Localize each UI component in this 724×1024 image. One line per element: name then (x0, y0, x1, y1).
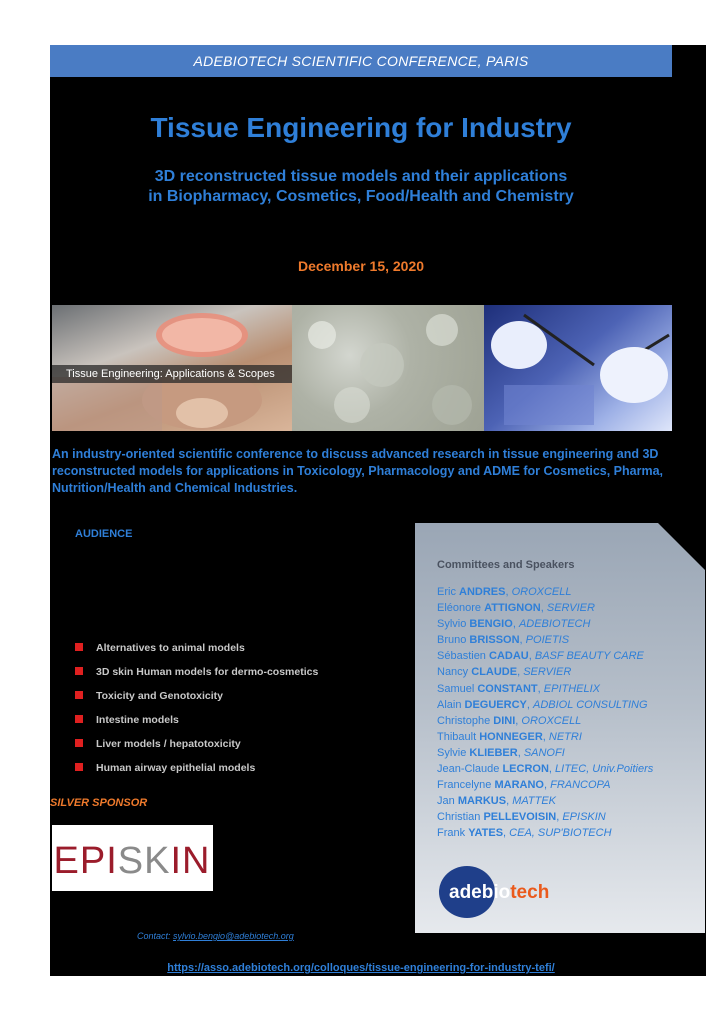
photo-cell-culture (292, 305, 484, 431)
list-item: Thibault HONNEGER, NETRI (437, 730, 582, 743)
speaker-organization: OROXCELL (511, 586, 572, 598)
list-item: Bruno BRISSON, POIETIS (437, 634, 570, 647)
list-item: Sébastien CADAU, BASF BEAUTY CARE (437, 650, 644, 663)
adebiotech-logo-text: adebiotech (449, 882, 550, 903)
speaker-organization: FRANCOPA (550, 779, 611, 792)
speaker-last-name: DINI (493, 714, 516, 727)
conference-url-link[interactable]: https://asso.adebiotech.org/colloques/tissue-engineering-for-industry-tefi/ (167, 962, 555, 974)
committee-heading: Committees and Speakers (437, 559, 575, 571)
speaker-last-name: PELLEVOISIN (483, 811, 557, 824)
list-item: Frank YATES, CEA, SUP'BIOTECH (437, 827, 612, 840)
speaker-first-name: Frank (437, 827, 466, 840)
speaker-organization: CEA, SUP'BIOTECH (509, 827, 612, 840)
speaker-last-name: HONNEGER (479, 730, 543, 743)
speaker-first-name: Sébastien (437, 650, 486, 663)
contact-label: Contact: (137, 931, 174, 941)
speaker-first-name: Sylvio (437, 618, 467, 631)
page-title: Tissue Engineering for Industry (150, 112, 572, 143)
speaker-first-name: Nancy (437, 666, 469, 679)
speaker-first-name: Alain (437, 698, 462, 711)
speaker-last-name: BRISSON (469, 634, 520, 647)
cell-texture (292, 305, 484, 431)
speaker-organization: SANOFI (523, 746, 565, 759)
speaker-first-name: Sylvie (437, 746, 467, 759)
bullet-square-icon (75, 643, 83, 651)
speaker-last-name: KLIEBER (469, 746, 518, 759)
list-item: Sylvie KLIEBER, SANOFI (437, 746, 565, 759)
adebiotech-logo (437, 862, 567, 920)
speaker-first-name: Eric (437, 586, 456, 598)
conference-banner: ADEBIOTECH SCIENTIFIC CONFERENCE, PARIS (50, 45, 672, 77)
gloves-illustration (484, 305, 672, 431)
list-item: Christian PELLEVOISIN, EPISKIN (437, 811, 606, 824)
speaker-first-name: Bruno (437, 634, 467, 647)
sponsor-heading: SILVER SPONSOR (50, 797, 148, 809)
list-item (75, 641, 318, 665)
episkin-wordmark (52, 825, 213, 891)
speaker-organization: SERVIER (546, 602, 595, 615)
speaker-organization: ADBIOL CONSULTING (533, 698, 648, 711)
bullet-square-icon (75, 691, 83, 699)
bullet-square-icon (75, 715, 83, 723)
bullet-square-icon (75, 739, 83, 747)
list-item: Christophe DINI, OROXCELL (437, 714, 582, 727)
list-item: Sylvio BENGIO, ADEBIOTECH (437, 618, 591, 631)
episkin-logo-text: EPISKIN (53, 840, 211, 882)
audience-list (75, 641, 318, 785)
speaker-organization: BASF BEAUTY CARE (534, 650, 644, 663)
speaker-organization: ADEBIOTECH (518, 618, 591, 631)
speaker-last-name: CLAUDE (471, 666, 518, 679)
intro-paragraph: An industry-oriented scientific conference to discuss advanced research in tissue engineering and 3D reconstructed models for applications in Toxicology, Pharmacology and ADME for Cosmetics, Pharma, Nutrition/Health and Chemical Industries. (52, 447, 664, 495)
photo-caption: Tissue Engineering: Applications & Scopes (52, 365, 292, 383)
list-item: Jan MARKUS, MATTEK (437, 795, 557, 808)
speaker-organization: POIETIS (525, 634, 570, 647)
contact-line (137, 931, 294, 941)
episkin-logo (52, 825, 213, 891)
list-item: Nancy CLAUDE, SERVIER (437, 666, 572, 679)
subtitle-line-2: in Biopharmacy, Cosmetics, Food/Health and Chemistry (148, 188, 574, 205)
list-item: Samuel CONSTANT, EPITHELIX (437, 682, 601, 695)
list-item (75, 713, 318, 737)
list-item: Alain DEGUERCY, ADBIOL CONSULTING (437, 698, 648, 711)
speaker-first-name: Samuel (437, 682, 475, 695)
speaker-organization: LITEC, Univ.Poitiers (555, 763, 654, 776)
speaker-list (437, 585, 653, 843)
list-item (75, 737, 318, 761)
speaker-organization: NETRI (548, 730, 582, 743)
list-item (75, 665, 318, 689)
subtitle (50, 167, 672, 207)
speaker-organization: EPITHELIX (543, 682, 601, 695)
bullet-square-icon (75, 763, 83, 771)
speaker-last-name: LECRON (502, 763, 549, 776)
list-item: Jean-Claude LECRON, LITEC, Univ.Poitiers (437, 763, 654, 776)
speaker-last-name: CONSTANT (477, 682, 538, 695)
photo-strip (52, 305, 672, 431)
list-item: Eléonore ATTIGNON, SERVIER (437, 602, 595, 615)
contact-email-link[interactable]: sylvio.bengio@adebiotech.org (173, 931, 294, 941)
audience-item-label: Intestine models (96, 714, 179, 726)
audience-item-label: Alternatives to animal models (96, 642, 245, 654)
speaker-last-name: MARKUS (457, 795, 507, 808)
photo-lab-gloves (484, 305, 672, 431)
adebiotech-wordmark (437, 862, 567, 920)
audience-item-label: Toxicity and Genotoxicity (96, 690, 223, 702)
speaker-first-name: Christophe (437, 714, 491, 727)
speaker-last-name: DEGUERCY (464, 698, 527, 711)
audience-heading: AUDIENCE (75, 528, 133, 540)
photo-researcher-petri-dish (52, 305, 292, 431)
audience-item-label: Human airway epithelial models (96, 762, 256, 774)
speaker-last-name: YATES (468, 827, 504, 840)
speaker-last-name: CADAU (489, 650, 529, 663)
speaker-organization: SERVIER (523, 666, 572, 679)
list-item: Francelyne MARANO, FRANCOPA (437, 779, 611, 792)
speaker-first-name: Christian (437, 811, 481, 824)
audience-item-label: Liver models / hepatotoxicity (96, 738, 241, 750)
speaker-last-name: BENGIO (469, 618, 513, 631)
speaker-last-name: ANDRES (459, 586, 506, 598)
list-item (75, 689, 318, 713)
speaker-organization: MATTEK (512, 795, 557, 808)
speaker-organization: OROXCELL (521, 714, 582, 727)
bullet-square-icon (75, 667, 83, 675)
list-item: Eric ANDRES, OROXCELL (437, 586, 572, 598)
speaker-first-name: Thibault (437, 730, 477, 743)
speaker-last-name: MARANO (494, 779, 544, 792)
event-date: December 15, 2020 (297, 258, 425, 274)
speaker-organization: EPISKIN (562, 811, 606, 824)
subtitle-line-1: 3D reconstructed tissue models and their applications (154, 168, 568, 185)
speaker-first-name: Jean-Claude (437, 763, 500, 776)
speaker-first-name: Jan (437, 795, 455, 808)
list-item (75, 761, 318, 785)
speaker-first-name: Francelyne (437, 779, 492, 792)
speaker-first-name: Eléonore (437, 602, 482, 615)
audience-item-label: 3D skin Human models for dermo-cosmetics (96, 666, 319, 678)
speaker-last-name: ATTIGNON (484, 602, 541, 615)
